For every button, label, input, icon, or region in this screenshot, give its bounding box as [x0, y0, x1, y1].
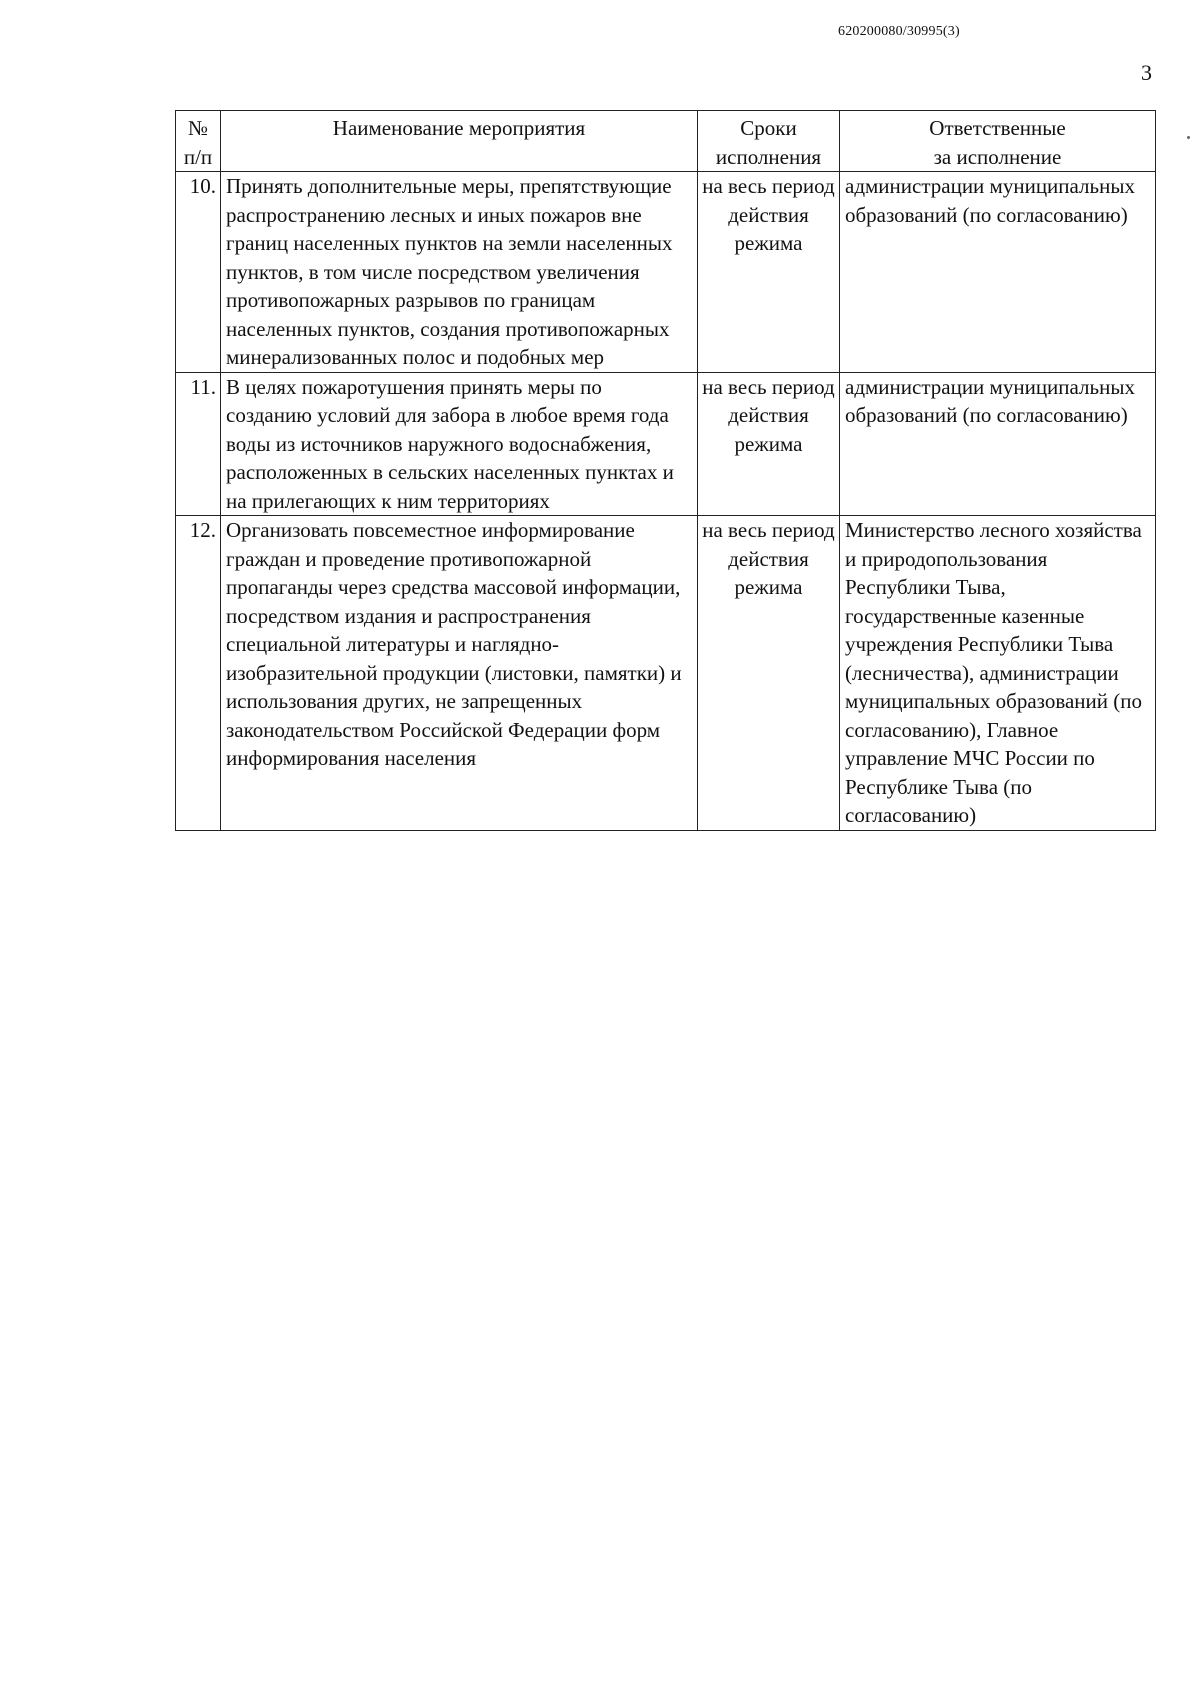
- header-num-line-1: №: [187, 116, 209, 140]
- header-resp-line-2: за исполнение: [933, 144, 1062, 169]
- header-name-line-1: Наименование мероприятия: [332, 116, 586, 140]
- measure-name: Организовать повсеместное информирование граждан и проведение противопожарной пропаганды через средства массовой информации, посредством издания и распространения специальной литературы и наглядно-изобразительной продукции (листовки, памятки) и использования других, не запрещенных законодательством Российской Федерации форм информирования населения: [221, 516, 698, 831]
- measure-responsible: администрации муниципальных образований (по согласованию): [840, 172, 1156, 373]
- measure-name: В целях пожаротушения принять меры по созданию условий для забора в любое время года воды из источников наружного водоснабжения, расположенных в сельских населенных пунктах и на прилегающих к ним территориях: [221, 372, 698, 516]
- measure-term: на весь период действия режима: [698, 372, 840, 516]
- measure-responsible: администрации муниципальных образований (по согласованию): [840, 372, 1156, 516]
- page-number: 3: [1141, 60, 1152, 85]
- table-body: [176, 172, 1156, 831]
- table-row: [176, 516, 1156, 831]
- measure-term: на весь период действия режима: [698, 516, 840, 831]
- table-header: [176, 111, 1156, 172]
- header-name: [221, 111, 698, 172]
- header-term: [698, 111, 840, 172]
- measures-table: [175, 110, 1156, 831]
- header-num: [176, 111, 221, 172]
- document-id: 620200080/30995(3): [838, 24, 960, 39]
- header-resp: [840, 111, 1156, 172]
- table-row: [176, 172, 1156, 373]
- header-term-line-1: Сроки: [740, 116, 797, 140]
- measure-responsible: Министерство лесного хозяйства и природопользования Республики Тыва, государственные казенные учреждения Республики Тыва (лесничества), администрации муниципальных образований (по согласованию), Главное управление МЧС России по Республике Тыва (по согласованию): [840, 516, 1156, 831]
- row-number: 12.: [176, 516, 221, 831]
- table-row: [176, 372, 1156, 516]
- header-term-line-2: исполнения: [715, 144, 822, 169]
- measure-name: Принять дополнительные меры, препятствующие распространению лесных и иных пожаров вне границ населенных пунктов на земли населенных пунктов, в том числе посредством увеличения противопожарных разрывов по границам населенных пунктов, создания противопожарных минерализованных полос и подобных мер: [221, 172, 698, 373]
- header-row: [176, 111, 1156, 172]
- row-number: 11.: [176, 372, 221, 516]
- measure-term: на весь период действия режима: [698, 172, 840, 373]
- scan-speck: [1187, 136, 1190, 139]
- header-num-line-2: п/п: [183, 144, 213, 169]
- row-number: 10.: [176, 172, 221, 373]
- header-resp-line-1: Ответственные: [929, 116, 1066, 140]
